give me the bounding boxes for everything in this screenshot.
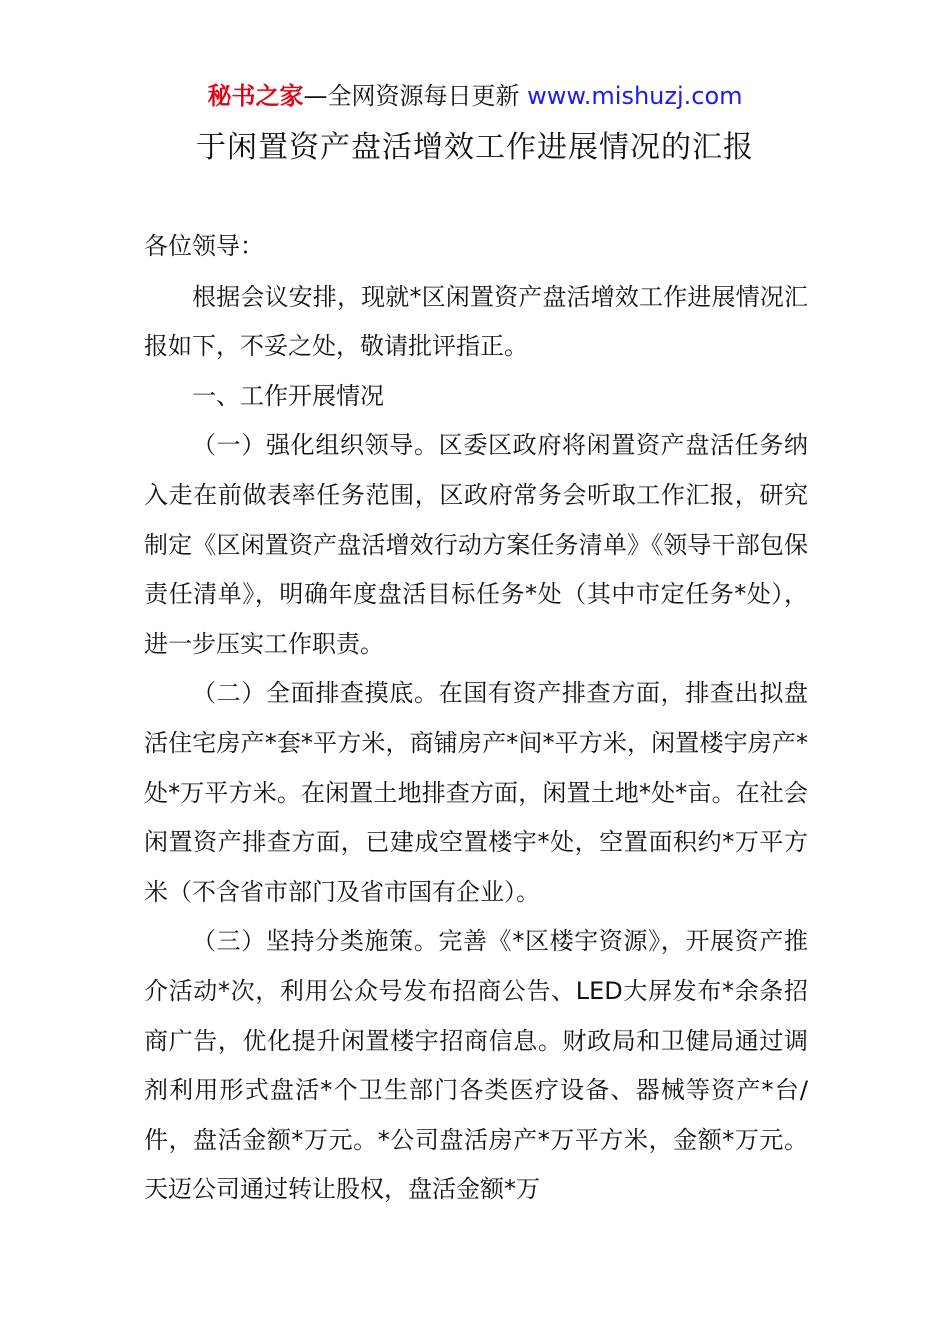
site-header [0,80,950,112]
paragraph-measures: （三）坚持分类施策。完善《*区楼宇资源》，开展资产推介活动*次，利用公众号发布招商公告、LED大屏发布*余条招商广告，优化提升闲置楼宇招商信息。财政局和卫健局通过调剂利用形式盘活*个卫生部门各类医疗设备、器械等资产*台/件，盘活金额*万元。*公司盘活房产*万平方米，金额*万元。天迈公司通过转让股权，盘活金额*万 [144,927,808,1204]
document-body [144,222,808,1215]
header-tagline: —全网资源每日更新 [303,82,528,110]
site-url[interactable]: www.mishuzj.com [527,82,743,110]
paragraph-survey: （二）全面排查摸底。在国有资产排查方面，排查出拟盘活住宅房产*套*平方米，商铺房产*间*平方米，闲置楼宇房产*处*万平方米。在闲置土地排查方面，闲置土地*处*亩。在社会闲置资产排查方面，已建成空置楼宇*处，空置面积约*万平方米（不含省市部门及省市国有企业）。 [144,679,808,906]
paragraph-intro: 根据会议安排，现就*区闲置资产盘活增效工作进展情况汇报如下，不妥之处，敬请批评指正。 [144,282,808,361]
salutation: 各位领导： [144,232,264,260]
paragraph-organization: （一）强化组织领导。区委区政府将闲置资产盘活任务纳入走在前做表率任务范围，区政府常务会听取工作汇报，研究制定《区闲置资产盘活增效行动方案任务清单》《领导干部包保责任清单》，明确年度盘活目标任务*处（其中市定任务*处），进一步压实工作职责。 [144,431,808,658]
document-title: 于闲置资产盘活增效工作进展情况的汇报 [196,130,754,165]
brand-name: 秘书之家 [207,82,304,110]
section-heading: 一、工作开展情况 [192,381,384,410]
